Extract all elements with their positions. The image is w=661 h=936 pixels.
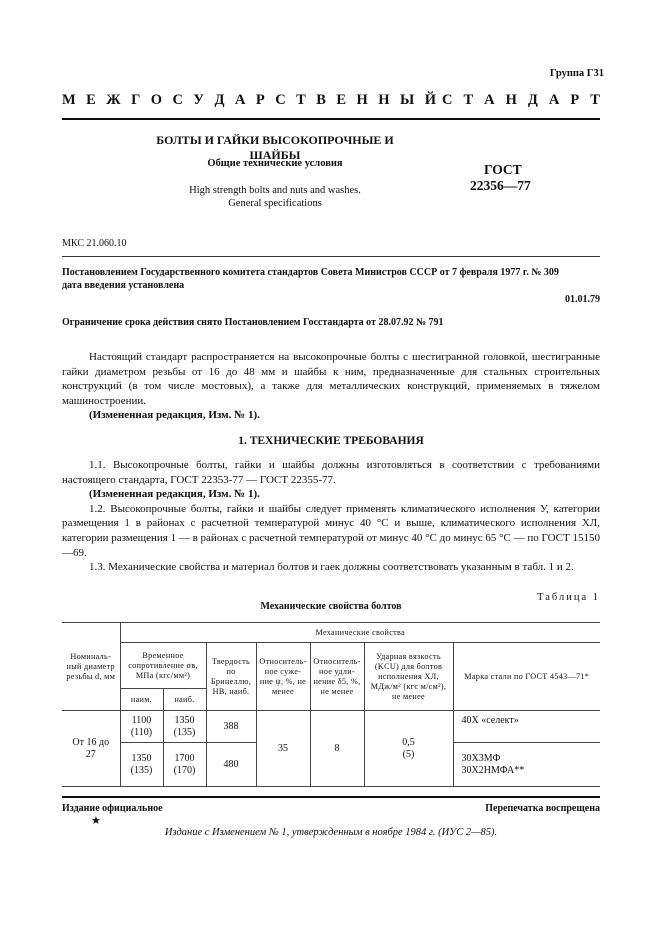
gost-label: ГОСТ [484, 162, 522, 177]
banner-letter: Е [336, 92, 347, 108]
mechanical-properties-table [62, 622, 600, 787]
decree-line1: Постановлением Государственного комитета стандартов Совета Министров СССР от 7 февраля 1977 г. № 309 [62, 267, 559, 278]
cell-r1-min: 1100 (110) [120, 711, 163, 743]
cell-diameter: От 16 до 27 [62, 711, 120, 787]
gost-number [470, 162, 600, 194]
cell-r1-hardness: 388 [206, 711, 256, 743]
banner-letter: Н [505, 92, 517, 108]
banner-letter: Ж [106, 92, 121, 108]
header-diameter: Номиналь-ный диаметр резьбы d, мм [62, 623, 120, 711]
header-elongation: Относитель-ное удли-нение δ5, %, не менее [310, 643, 364, 711]
intro-edit-note: (Измененная редакция, Изм. № 1). [89, 409, 260, 422]
clause-1-2-text: 1.2. Высокопрочные болты, гайки и шайбы следует применять климатического исполнения У, категории размещения 1 в районах с расчетной температурой минус 40 °С и выше, климатического исполнения ХЛ, категории размещения 1 — в районах с расчетной температурой от минус 40 °С до минус 65 °С — по ГОСТ 15150—69. [62, 502, 600, 559]
header-narrowing: Относитель-ное суже-ние ψ, %, не менее [256, 643, 310, 711]
reprint-prohibited: Перепечатка воспрещена [485, 803, 600, 814]
banner-letter: С [172, 92, 183, 108]
mks-code: МКС 21.060.10 [62, 238, 127, 249]
edition-note: Издание с Изменением № 1, утвержденным в ноябре 1984 г. (ИУС 2—85). [164, 827, 498, 838]
banner-letter: А [234, 92, 246, 108]
table-label: Таблица 1 [537, 592, 600, 603]
banner-letter: А [548, 92, 560, 108]
top-rule [62, 118, 600, 120]
bottom-rule [62, 796, 600, 798]
header-max: наиб. [163, 689, 206, 711]
header-steel: Марка стали по ГОСТ 4543—71* [453, 643, 600, 711]
introduction-date: 01.01.79 [565, 294, 600, 305]
intro-text: Настоящий стандарт распространяется на высокопрочные болты с шестигранной головкой, шестигранные гайки диаметром резьбы от 16 до 48 мм и шайбы к ним, предназначенные для стальных строительных конструкций (в том числе мостовых), а также для металлических конструкций, применяемых в тяжелом машиностроении. [62, 351, 600, 407]
header-mechanical: Механические свойства [120, 623, 600, 643]
banner-letter: Г [131, 92, 141, 108]
banner-letter: Н [356, 92, 368, 108]
english-title [150, 184, 400, 210]
clause-1-1-edit: (Измененная редакция, Изм. № 1). [89, 488, 260, 501]
header-hardness: Твердость по Бринеллю, НВ, наиб. [206, 643, 256, 711]
standard-banner [62, 92, 600, 109]
star-icon: ★ [91, 815, 101, 827]
cell-r1-steel: 40Х «селект» [453, 711, 600, 743]
decree-text [62, 266, 602, 292]
banner-letter: Д [214, 92, 225, 108]
limit-removed-text: Ограничение срока действия снято Постановлением Госстандарта от 28.07.92 № 791 [62, 317, 444, 328]
cell-r2-steel: 30Х3МФ 30Х2НМФА** [453, 743, 600, 787]
banner-letter: У [193, 92, 205, 108]
table-title: Механические свойства болтов [260, 601, 402, 612]
header-min: наим. [120, 689, 163, 711]
clause-1-1 [62, 458, 600, 575]
clause-1-1-text: 1.1. Высокопрочные болты, гайки и шайбы должны изготовляться в соответствии с требованиями настоящего стандарта, ГОСТ 22353-77 — ГОСТ 22355-77. [62, 459, 600, 486]
section-heading: 1. ТЕХНИЧЕСКИЕ ТРЕБОВАНИЯ [238, 435, 424, 447]
banner-letter: Й [424, 92, 436, 108]
banner-letter: А [484, 92, 495, 108]
cell-r2-hardness: 480 [206, 743, 256, 787]
group-code: Группа Г31 [549, 68, 604, 79]
banner-letter: Т [296, 92, 306, 108]
official-edition: Издание официальное [62, 803, 163, 814]
banner-letter: М [62, 92, 76, 108]
header-strength: Временное сопротивление σв, МПа (кгс/мм²) [120, 643, 206, 689]
cell-elongation: 8 [310, 711, 364, 787]
banner-left-word [62, 92, 436, 109]
banner-letter: Р [570, 92, 580, 108]
banner-letter: С [275, 92, 286, 108]
banner-letter: Т [590, 92, 600, 108]
cell-r2-min: 1350 (135) [120, 743, 163, 787]
document-subtitle: Общие технические условия [207, 158, 343, 169]
intro-paragraph [62, 350, 600, 423]
clause-1-3-text: 1.3. Механические свойства и материал болтов и гаек должны соответствовать указанным в табл. 1 и 2. [89, 561, 574, 574]
cell-r1-max: 1350 (135) [163, 711, 206, 743]
banner-letter: С [442, 92, 453, 108]
banner-letter: Е [86, 92, 96, 108]
english-title-line2: General specifications [228, 198, 322, 209]
header-impact: Ударная вязкость (KCU) для болтов исполнения ХЛ, МДж/м² (кгс м/см²), не менее [364, 643, 453, 711]
banner-letter: В [316, 92, 326, 108]
banner-letter: О [150, 92, 163, 108]
divider [62, 256, 600, 257]
banner-right-word [442, 92, 600, 109]
banner-letter: Р [255, 92, 265, 108]
english-title-line1: High strength bolts and nuts and washes. [189, 185, 361, 196]
cell-narrowing: 35 [256, 711, 310, 787]
banner-letter: Н [378, 92, 390, 108]
banner-letter: Т [463, 92, 474, 108]
cell-impact: 0,5 (5) [364, 711, 453, 787]
gost-code: 22356—77 [470, 178, 531, 193]
document-title: БОЛТЫ И ГАЙКИ ВЫСОКОПРОЧНЫЕ И ШАЙБЫ [156, 133, 394, 162]
banner-letter: Ы [400, 92, 415, 108]
cell-r2-max: 1700 (170) [163, 743, 206, 787]
decree-line2: дата введения установлена [62, 280, 185, 291]
banner-letter: Д [527, 92, 538, 108]
